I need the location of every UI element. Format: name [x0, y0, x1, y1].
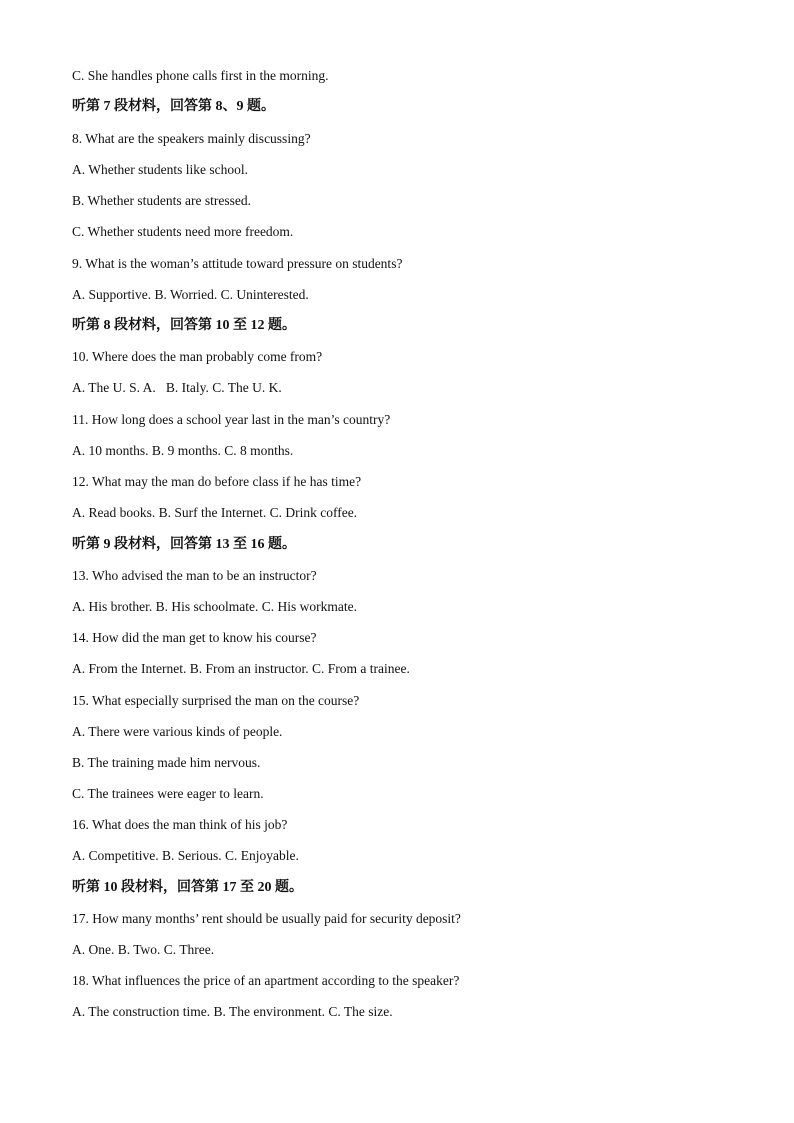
question-line: 9. What is the woman’s attitude toward pressure on students?	[72, 256, 403, 271]
option-line: A. One. B. Two. C. Three.	[72, 942, 215, 957]
section-heading: 听第 10 段材料，回答第 17 至 20 题。	[72, 880, 303, 895]
question-line: 12. What may the man do before class if he has time?	[72, 474, 362, 489]
option-line: B. Whether students are stressed.	[72, 193, 251, 208]
option-line: B. The training made him nervous.	[72, 755, 261, 770]
section-heading: 听第 9 段材料，回答第 13 至 16 题。	[72, 537, 296, 552]
option-line: A. Read books. B. Surf the Internet. C. Drink coffee.	[72, 505, 358, 520]
question-line: 17. How many months’ rent should be usually paid for security deposit?	[72, 911, 461, 926]
option-line: A. Supportive. B. Worried. C. Uninterested.	[72, 287, 309, 302]
section-heading: 听第 7 段材料，回答第 8、9 题。	[72, 99, 275, 114]
question-line: 15. What especially surprised the man on the course?	[72, 693, 360, 708]
option-line: A. His brother. B. His schoolmate. C. His workmate.	[72, 599, 357, 614]
option-line: A. Competitive. B. Serious. C. Enjoyable.	[72, 848, 299, 863]
question-line: 13. Who advised the man to be an instructor?	[72, 568, 317, 583]
question-line: 8. What are the speakers mainly discussing?	[72, 131, 311, 146]
option-line: A. 10 months. B. 9 months. C. 8 months.	[72, 443, 294, 458]
option-line: A. The U. S. A. B. Italy. C. The U. K.	[72, 380, 282, 395]
question-line: 16. What does the man think of his job?	[72, 817, 288, 832]
option-line: A. From the Internet. B. From an instructor. C. From a trainee.	[72, 661, 410, 676]
option-line: A. There were various kinds of people.	[72, 724, 283, 739]
question-line: 14. How did the man get to know his course?	[72, 630, 317, 645]
question-line: 11. How long does a school year last in the man’s country?	[72, 412, 391, 427]
question-line: 18. What influences the price of an apartment according to the speaker?	[72, 973, 460, 988]
option-line: C. She handles phone calls first in the morning.	[72, 68, 329, 83]
question-line: 10. Where does the man probably come from?	[72, 349, 323, 364]
option-line: C. The trainees were eager to learn.	[72, 786, 264, 801]
option-line: A. The construction time. B. The environment. C. The size.	[72, 1004, 393, 1019]
option-line: A. Whether students like school.	[72, 162, 248, 177]
option-line: C. Whether students need more freedom.	[72, 224, 294, 239]
section-heading: 听第 8 段材料，回答第 10 至 12 题。	[72, 318, 296, 333]
